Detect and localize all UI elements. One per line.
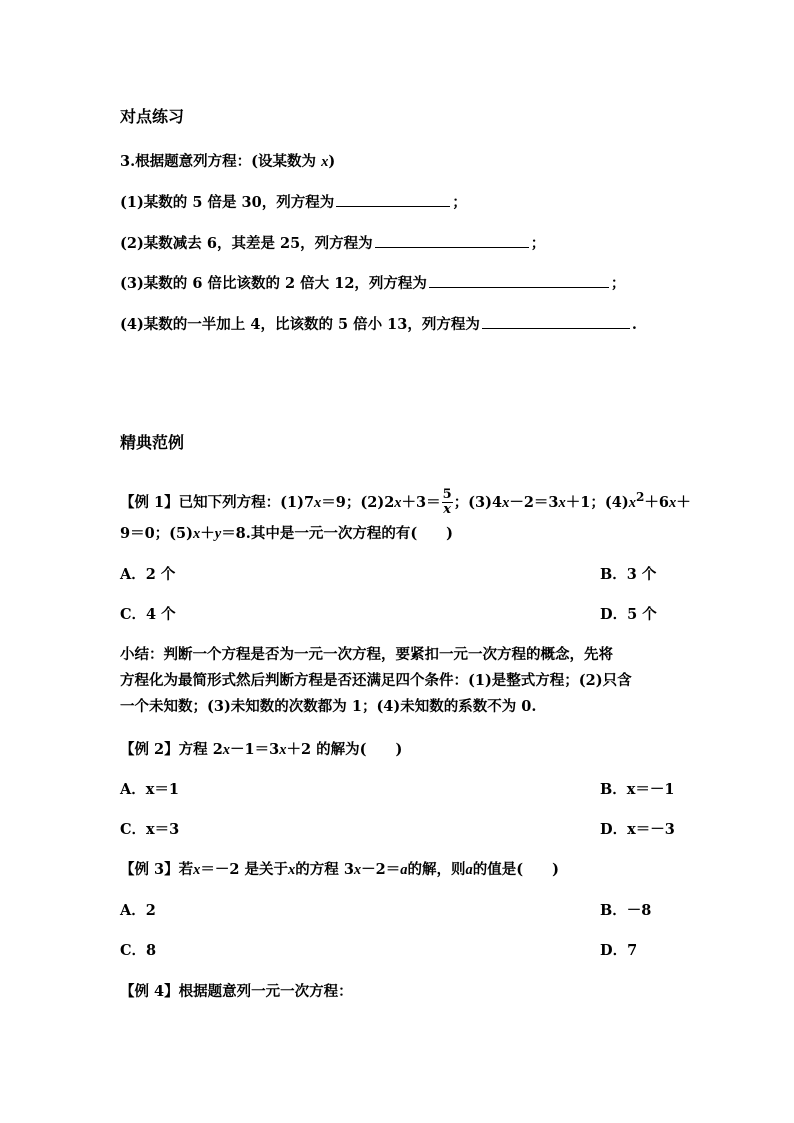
var-x: x: [502, 494, 510, 511]
text: ＋2 的解为( ): [286, 741, 403, 758]
option-d[interactable]: D．5 个: [600, 606, 657, 623]
item-text: (3)某数的 6 倍比该数的 2 倍大 12，列方程为: [120, 275, 427, 292]
var-a: a: [465, 862, 473, 878]
option-c[interactable]: C．x＝3: [120, 821, 180, 838]
var-x: x: [628, 494, 636, 511]
answer-blank[interactable]: [375, 233, 529, 248]
exponent: 2: [635, 490, 645, 504]
question-3-intro: [120, 152, 335, 172]
text: －1＝3: [230, 741, 280, 758]
var-x: x: [558, 494, 566, 511]
option-b[interactable]: B．3 个: [600, 566, 657, 583]
text: 的值是( ): [472, 861, 559, 878]
var-x: x: [222, 742, 231, 758]
intro-text: 3.根据题意列方程：(设某数为: [120, 153, 316, 170]
example-1-line-1: [120, 487, 691, 517]
option-d[interactable]: D．x＝－3: [600, 821, 675, 838]
item-end: ；: [452, 194, 467, 211]
item-end: ；: [530, 235, 546, 252]
var-x: x: [193, 526, 201, 542]
intro-var: x: [321, 154, 329, 170]
var-x: x: [314, 494, 322, 511]
example-3: [120, 860, 559, 880]
item-text: (1)某数的 5 倍是 30，列方程为: [120, 194, 335, 211]
answer-blank[interactable]: [482, 314, 630, 329]
example-4: [120, 982, 353, 1002]
option-c[interactable]: C．8: [120, 942, 157, 959]
text: ；(3)4: [453, 493, 503, 511]
summary-block: [120, 642, 680, 720]
answer-blank[interactable]: [429, 273, 609, 288]
text: －2＝: [361, 861, 401, 878]
text: ＋6: [644, 493, 669, 511]
text: ＋: [200, 525, 215, 542]
option-a[interactable]: A．x＝1: [120, 781, 179, 798]
text: 的解，则: [407, 861, 466, 878]
summary-line: 方程化为最简形式然后判断方程是否还满足四个条件：(1)是整式方程；(2)只含: [120, 672, 632, 689]
option-a[interactable]: A．2: [120, 902, 156, 919]
var-x: x: [394, 494, 402, 511]
item-text: (2)某数减去 6，其差是 25，列方程为: [120, 235, 373, 252]
var-a: a: [400, 862, 408, 878]
question-item-3: [120, 273, 625, 294]
text: ＝8.其中是一元一次方程的有( ): [221, 525, 454, 542]
text: 方程 2: [178, 741, 223, 758]
item-end: ；: [610, 275, 626, 292]
var-x: x: [668, 494, 677, 511]
fraction-numerator: 5: [442, 487, 452, 503]
option-b[interactable]: B．x＝－1: [600, 781, 675, 798]
example-tag: 【例 2】: [120, 741, 179, 758]
example-tag: 【例 1】: [120, 493, 179, 511]
option-c[interactable]: C．4 个: [120, 606, 176, 623]
question-item-4: [120, 314, 637, 335]
text: 的方程 3: [295, 861, 354, 878]
text: ＋: [676, 493, 691, 511]
option-d[interactable]: D．7: [600, 942, 638, 959]
text: －2＝3: [509, 493, 559, 511]
text: 根据题意列一元一次方程：: [178, 983, 353, 1000]
item-end: .: [631, 316, 637, 333]
var-x: x: [353, 862, 362, 878]
item-text: (4)某数的一半加上 4，比该数的 5 倍小 13，列方程为: [120, 316, 480, 333]
var-x: x: [193, 862, 201, 878]
var-y: y: [214, 526, 222, 542]
summary-line: 小结：判断一个方程是否为一元一次方程，要紧扣一元一次方程的概念，先将: [120, 646, 613, 663]
intro-end: ): [328, 153, 336, 170]
text: 若: [178, 861, 194, 878]
fraction-denominator: x: [443, 502, 452, 518]
option-a[interactable]: A．2 个: [120, 566, 176, 583]
summary-line: 一个未知数；(3)未知数的次数都为 1；(4)未知数的系数不为 0.: [120, 698, 537, 715]
fraction: [442, 488, 453, 517]
answer-blank[interactable]: [336, 192, 450, 207]
text: ＝9；(2)2: [321, 493, 395, 511]
text: ＋1；(4): [565, 493, 629, 511]
text: ＋3＝: [401, 493, 441, 511]
question-item-2: [120, 233, 545, 254]
example-tag: 【例 4】: [120, 983, 179, 1000]
section-heading-practice: 对点练习: [120, 107, 185, 126]
example-tag: 【例 3】: [120, 861, 179, 878]
option-b[interactable]: B．－8: [600, 902, 652, 919]
text: ＝－2 是关于: [200, 861, 289, 878]
section-heading-examples: 精典范例: [120, 433, 185, 452]
text: 9＝0；(5): [120, 525, 193, 542]
text: 已知下列方程：(1)7: [178, 493, 315, 511]
example-1-line-2: [120, 524, 453, 544]
example-2: [120, 740, 402, 760]
var-x: x: [279, 742, 287, 758]
var-x: x: [288, 862, 296, 878]
question-item-1: [120, 192, 467, 213]
